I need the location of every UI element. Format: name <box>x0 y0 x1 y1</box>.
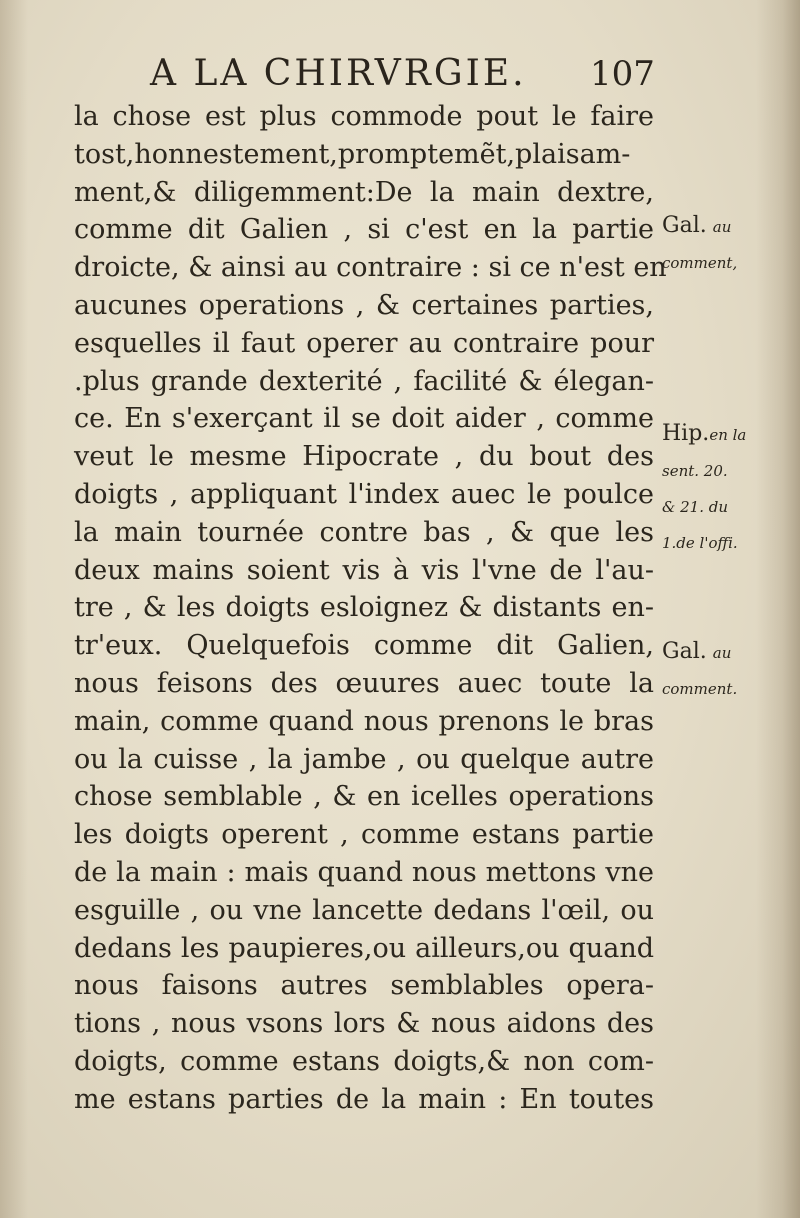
margin-note-galien-1: Gal. au <box>662 213 732 238</box>
text-line: la chose est plus commode pout le faire <box>74 101 654 132</box>
text-line: nous feisons des œuures auec toute la <box>74 667 654 699</box>
text-line: tost,honnestement,promptemẽt,plaisam- <box>74 138 631 170</box>
text-line: les doigts operent , comme estans partie <box>74 819 654 851</box>
margin-note-hipocrate-cont: 1.de l'offi. <box>662 534 738 552</box>
text-line: chose semblable , & en icelles operations <box>74 781 654 813</box>
running-title: A LA CHIRVRGIE. <box>150 53 527 94</box>
text-line: tr'eux. Quelquefois comme dit Galien, <box>74 630 654 662</box>
text-line: esquelles il faut operer au contraire pour <box>74 327 654 359</box>
text-line: la main tournée contre bas , & que les <box>74 516 654 548</box>
text-line: dedans les paupieres,ou ailleurs,ou quand <box>74 932 654 964</box>
text-line: comme dit Galien , si c'est en la partie <box>74 214 654 246</box>
margin-note-galien-2-cont: comment. <box>662 680 738 698</box>
text-line: esguille , ou vne lancette dedans l'œil, ou <box>74 894 654 926</box>
text-line: droicte, & ainsi au contraire : si ce n'est en <box>74 252 667 284</box>
running-header <box>150 50 670 98</box>
page-gutter-shadow <box>0 0 28 1218</box>
text-line: ce. En s'exerçant il se doit aider , comme <box>74 403 654 435</box>
text-line: me estans parties de la main : En toutes <box>74 1083 654 1115</box>
margin-note-hipocrate-cont: & 21. du <box>662 498 729 516</box>
text-line: doigts, comme estans doigts,& non com- <box>74 1045 654 1077</box>
text-line: nous faisons autres semblables opera- <box>74 970 654 1002</box>
text-line: deux mains soient vis à vis l'vne de l'au- <box>74 554 654 586</box>
text-line: ou la cuisse , la jambe , ou quelque autre <box>74 743 654 775</box>
page-number: 107 <box>590 54 655 94</box>
text-line: doigts , appliquant l'index auec le poulce <box>74 478 654 510</box>
margin-notes <box>662 0 798 1218</box>
margin-note-hipocrate-cont: sent. 20. <box>662 462 728 480</box>
text-line: de la main : mais quand nous mettons vne <box>74 856 654 888</box>
text-line: main, comme quand nous prenons le bras <box>74 705 654 737</box>
text-line: veut le mesme Hipocrate , du bout des <box>74 441 654 473</box>
text-line: aucunes operations , & certaines parties, <box>74 289 654 321</box>
margin-note-galien-2: Gal. au <box>662 639 732 664</box>
text-line: tions , nous vsons lors & nous aidons des <box>74 1008 654 1040</box>
margin-note-hipocrate: Hip.en la <box>662 421 747 446</box>
body-text <box>74 98 667 1119</box>
text-line: tre , & les doigts esloignez & distants en- <box>74 592 654 624</box>
margin-note-galien-1-cont: comment, <box>662 254 738 272</box>
text-line: ment,& diligemment:De la main dextre, <box>74 176 654 208</box>
text-line: .plus grande dexterité , facilité & élegan- <box>74 365 654 397</box>
